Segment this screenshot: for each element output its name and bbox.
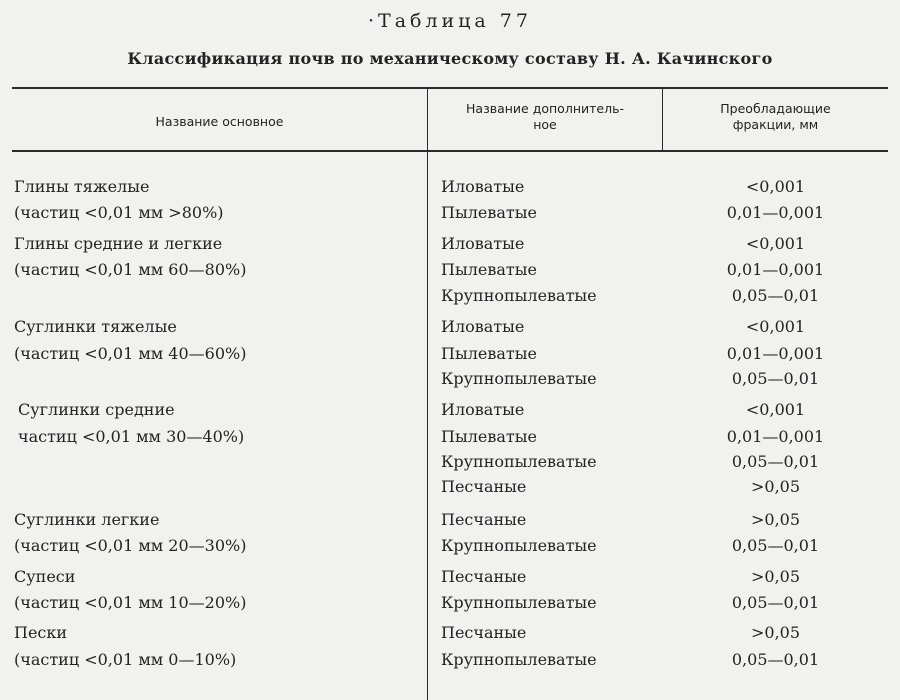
table-title: ·Таблица 77 bbox=[368, 10, 532, 32]
soil-group-particles: (частиц <0,01 мм 10—20%) bbox=[14, 593, 247, 612]
soil-subtype: Песчаные bbox=[441, 623, 527, 642]
soil-subtype: Иловатые bbox=[441, 177, 525, 196]
fraction-value: <0,001 bbox=[745, 234, 806, 253]
fraction-value: <0,001 bbox=[745, 400, 806, 419]
fraction-value: 0,05—0,01 bbox=[731, 650, 820, 669]
soil-subtype: Крупнопылеватые bbox=[441, 286, 597, 305]
fraction-value: 0,01—0,001 bbox=[726, 260, 825, 279]
header-fractions-line2: фракции, мм bbox=[732, 117, 819, 132]
header-fractions-line1: Преобладающие bbox=[720, 101, 831, 116]
soil-subtype: Песчаные bbox=[441, 477, 527, 496]
soil-group-name: Пески bbox=[14, 623, 68, 642]
header-additional-name bbox=[428, 101, 662, 133]
fraction-value: <0,001 bbox=[745, 317, 806, 336]
header-main-name-text: Название основное bbox=[155, 114, 284, 129]
fraction-value: 0,05—0,01 bbox=[731, 593, 820, 612]
soil-subtype: Песчаные bbox=[441, 567, 527, 586]
soil-subtype: Пылеватые bbox=[441, 344, 537, 363]
soil-group-particles: (частиц <0,01 мм 0—10%) bbox=[14, 650, 237, 669]
header-bottom-rule bbox=[12, 150, 888, 152]
fraction-value: >0,05 bbox=[750, 567, 801, 586]
soil-subtype: Крупнопылеватые bbox=[441, 593, 597, 612]
soil-subtype: Крупнопылеватые bbox=[441, 536, 597, 555]
soil-group-name: Суглинки легкие bbox=[14, 510, 160, 529]
table-top-rule bbox=[12, 87, 888, 89]
fraction-value: 0,01—0,001 bbox=[726, 344, 825, 363]
soil-subtype: Пылеватые bbox=[441, 427, 537, 446]
soil-subtype: Иловатые bbox=[441, 317, 525, 336]
soil-group-particles: (частиц <0,01 мм 60—80%) bbox=[14, 260, 247, 279]
soil-group-particles: (частиц <0,01 мм 40—60%) bbox=[14, 344, 247, 363]
soil-subtype: Иловатые bbox=[441, 234, 525, 253]
column-divider-1 bbox=[427, 88, 428, 700]
fraction-value: >0,05 bbox=[750, 510, 801, 529]
fraction-value: >0,05 bbox=[750, 477, 801, 496]
soil-subtype: Крупнопылеватые bbox=[441, 650, 597, 669]
soil-group-name: Глины тяжелые bbox=[14, 177, 150, 196]
soil-group-name: Глины средние и легкие bbox=[14, 234, 223, 253]
fraction-value: 0,05—0,01 bbox=[731, 536, 820, 555]
fraction-value: 0,05—0,01 bbox=[731, 369, 820, 388]
soil-group-name: Суглинки тяжелые bbox=[14, 317, 177, 336]
fraction-value: >0,05 bbox=[750, 623, 801, 642]
fraction-value: 0,05—0,01 bbox=[731, 452, 820, 471]
soil-subtype: Иловатые bbox=[441, 400, 525, 419]
soil-group-particles: частиц <0,01 мм 30—40%) bbox=[18, 427, 245, 446]
soil-subtype: Крупнопылеватые bbox=[441, 369, 597, 388]
header-additional-name-line2: ное bbox=[533, 117, 557, 132]
header-fractions bbox=[663, 101, 888, 133]
soil-group-particles: (частиц <0,01 мм >80%) bbox=[14, 203, 224, 222]
soil-subtype: Пылеватые bbox=[441, 203, 537, 222]
soil-group-name: Суглинки средние bbox=[18, 400, 175, 419]
table-caption: Классификация почв по механическому составу Н. А. Качинского bbox=[127, 49, 773, 68]
soil-subtype: Пылеватые bbox=[441, 260, 537, 279]
fraction-value: <0,001 bbox=[745, 177, 806, 196]
soil-subtype: Песчаные bbox=[441, 510, 527, 529]
soil-subtype: Крупнопылеватые bbox=[441, 452, 597, 471]
fraction-value: 0,01—0,001 bbox=[726, 203, 825, 222]
soil-group-particles: (частиц <0,01 мм 20—30%) bbox=[14, 536, 247, 555]
header-additional-name-line1: Название дополнитель- bbox=[466, 101, 624, 116]
fraction-value: 0,01—0,001 bbox=[726, 427, 825, 446]
header-main-name bbox=[12, 114, 427, 130]
fraction-value: 0,05—0,01 bbox=[731, 286, 820, 305]
soil-group-name: Супеси bbox=[14, 567, 76, 586]
